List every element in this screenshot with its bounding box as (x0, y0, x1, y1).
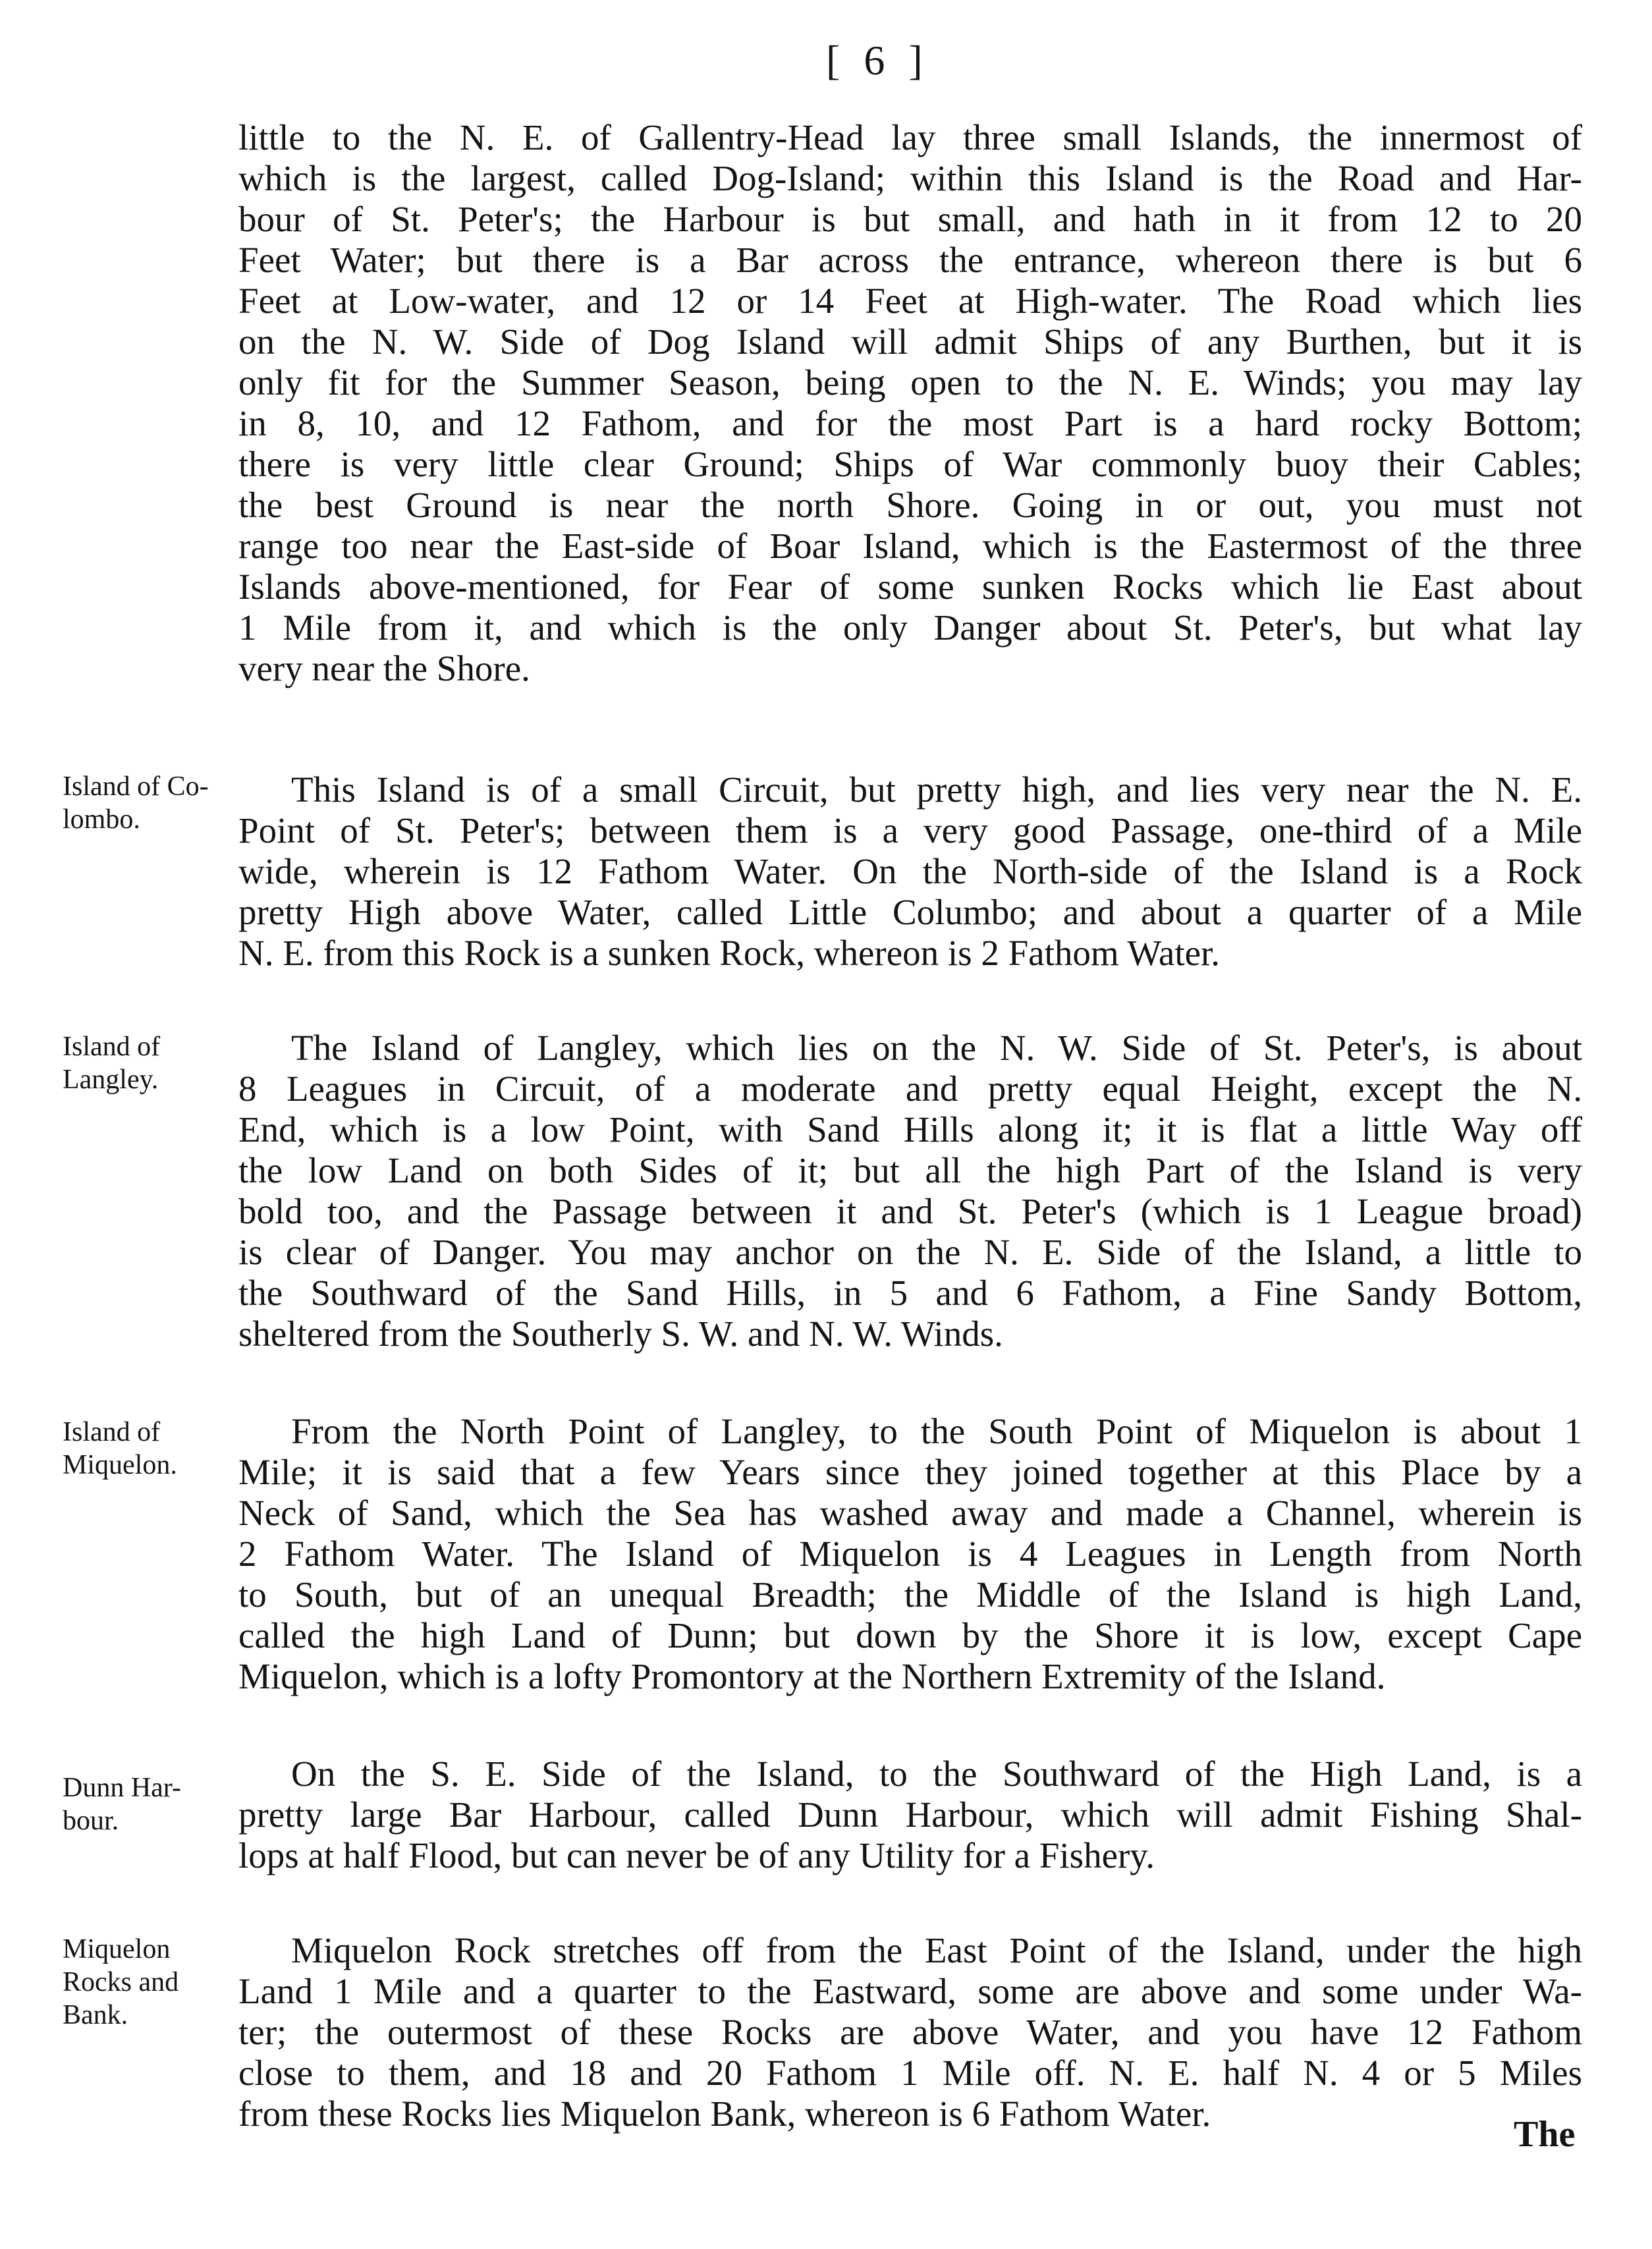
text-line: the Southward of the Sand Hills, in 5 and 6 Fathom, a Fine Sandy Bottom, (238, 1273, 1582, 1313)
margin-note-line: lombo. (63, 804, 140, 835)
text-line: The Island of Langley, which lies on the N. W. Side of St. Peter's, is about (291, 1028, 1582, 1068)
text-line: Feet Water; but there is a Bar across the entrance, whereon there is but 6 (238, 240, 1582, 280)
text-line: Miquelon, which is a lofty Promontory at the Northern Extremity of the Island. (238, 1656, 1386, 1696)
text-line: the best Ground is near the north Shore. Going in or out, you must not (238, 485, 1582, 525)
page-number: [ 6 ] (826, 37, 929, 84)
text-line: sheltered from the Southerly S. W. and N. W. Winds. (238, 1314, 1003, 1354)
text-line: to South, but of an unequal Breadth; the Middle of the Island is high Land, (238, 1574, 1582, 1615)
text-line: lops at half Flood, but can never be of any Utility for a Fishery. (238, 1835, 1155, 1875)
margin-note-line: Dunn Har- (63, 1773, 181, 1803)
text-line: called the high Land of Dunn; but down by the Shore it is low, except Cape (238, 1615, 1582, 1655)
text-line: there is very little clear Ground; Ships of War commonly buoy their Cables; (238, 444, 1582, 484)
text-line: 2 Fathom Water. The Island of Miquelon is 4 Leagues in Length from North (238, 1534, 1582, 1574)
text-line: From the North Point of Langley, to the South Point of Miquelon is about 1 (291, 1411, 1582, 1451)
text-line: the low Land on both Sides of it; but all the high Part of the Island is very (238, 1150, 1582, 1190)
catchword: The (1514, 2114, 1576, 2155)
text-line: bold too, and the Passage between it and St. Peter's (which is 1 League broad) (238, 1191, 1582, 1231)
text-line: pretty large Bar Harbour, called Dunn Harbour, which will admit Fishing Shal- (238, 1794, 1582, 1835)
text-line: range too near the East-side of Boar Island, which is the Eastermost of the three (238, 526, 1582, 566)
text-line: Miquelon Rock stretches off from the East Point of the Island, under the high (291, 1930, 1582, 1970)
text-line: ter; the outermost of these Rocks are above Water, and you have 12 Fathom (238, 2012, 1582, 2052)
text-line: 8 Leagues in Circuit, of a moderate and pretty equal Height, except the N. (238, 1069, 1582, 1109)
margin-note-line: Langley. (63, 1065, 159, 1095)
margin-note-line: Rocks and (63, 1967, 179, 1997)
text-line: Land 1 Mile and a quarter to the Eastward, some are above and some under Wa- (238, 1971, 1582, 2011)
text-line: Mile; it is said that a few Years since they joined together at this Place by a (238, 1452, 1582, 1492)
text-line: Islands above-mentioned, for Fear of some sunken Rocks which lie East about (238, 567, 1582, 607)
text-line: Neck of Sand, which the Sea has washed away and made a Channel, wherein is (238, 1493, 1582, 1533)
margin-note-line: Island of Co- (63, 771, 209, 802)
text-line: only fit for the Summer Season, being open to the N. E. Winds; you may lay (238, 362, 1582, 403)
text-line: bour of St. Peter's; the Harbour is but small, and hath in it from 12 to 20 (238, 199, 1582, 239)
text-line: from these Rocks lies Miquelon Bank, whereon is 6 Fathom Water. (238, 2094, 1211, 2134)
text-line: is clear of Danger. You may anchor on the N. E. Side of the Island, a little to (238, 1232, 1582, 1272)
text-line: little to the N. E. of Gallentry-Head lay three small Islands, the innermost of (238, 117, 1582, 157)
text-line: This Island is of a small Circuit, but pretty high, and lies very near the N. E. (291, 769, 1582, 810)
text-line: Feet at Low-water, and 12 or 14 Feet at High-water. The Road which lies (238, 281, 1582, 321)
margin-note-line: Miquelon. (63, 1450, 177, 1480)
margin-note-line: bour. (63, 1806, 119, 1836)
margin-note-line: Island of (63, 1032, 161, 1062)
text-line: N. E. from this Rock is a sunken Rock, whereon is 2 Fathom Water. (238, 933, 1221, 973)
margin-note-line: Miquelon (63, 1934, 171, 1964)
margin-note-line: Bank. (63, 2000, 128, 2030)
text-line: Point of St. Peter's; between them is a very good Passage, one-third of a Mile (238, 810, 1582, 850)
text-line: pretty High above Water, called Little Columbo; and about a quarter of a Mile (238, 892, 1582, 932)
text-line: on the N. W. Side of Dog Island will admit Ships of any Burthen, but it is (238, 321, 1582, 362)
text-line: On the S. E. Side of the Island, to the Southward of the High Land, is a (291, 1754, 1582, 1794)
text-line: in 8, 10, and 12 Fathom, and for the most Part is a hard rocky Bottom; (238, 403, 1582, 443)
margin-note-line: Island of (63, 1417, 161, 1447)
text-line: wide, wherein is 12 Fathom Water. On the North-side of the Island is a Rock (238, 851, 1582, 891)
text-line: 1 Mile from it, and which is the only Danger about St. Peter's, but what lay (238, 607, 1582, 648)
text-line: which is the largest, called Dog-Island; within this Island is the Road and Har- (238, 158, 1582, 198)
text-line: End, which is a low Point, with Sand Hills along it; it is flat a little Way off (238, 1109, 1582, 1150)
text-line: close to them, and 18 and 20 Fathom 1 Mile off. N. E. half N. 4 or 5 Miles (238, 2053, 1582, 2093)
text-line: very near the Shore. (238, 648, 530, 688)
